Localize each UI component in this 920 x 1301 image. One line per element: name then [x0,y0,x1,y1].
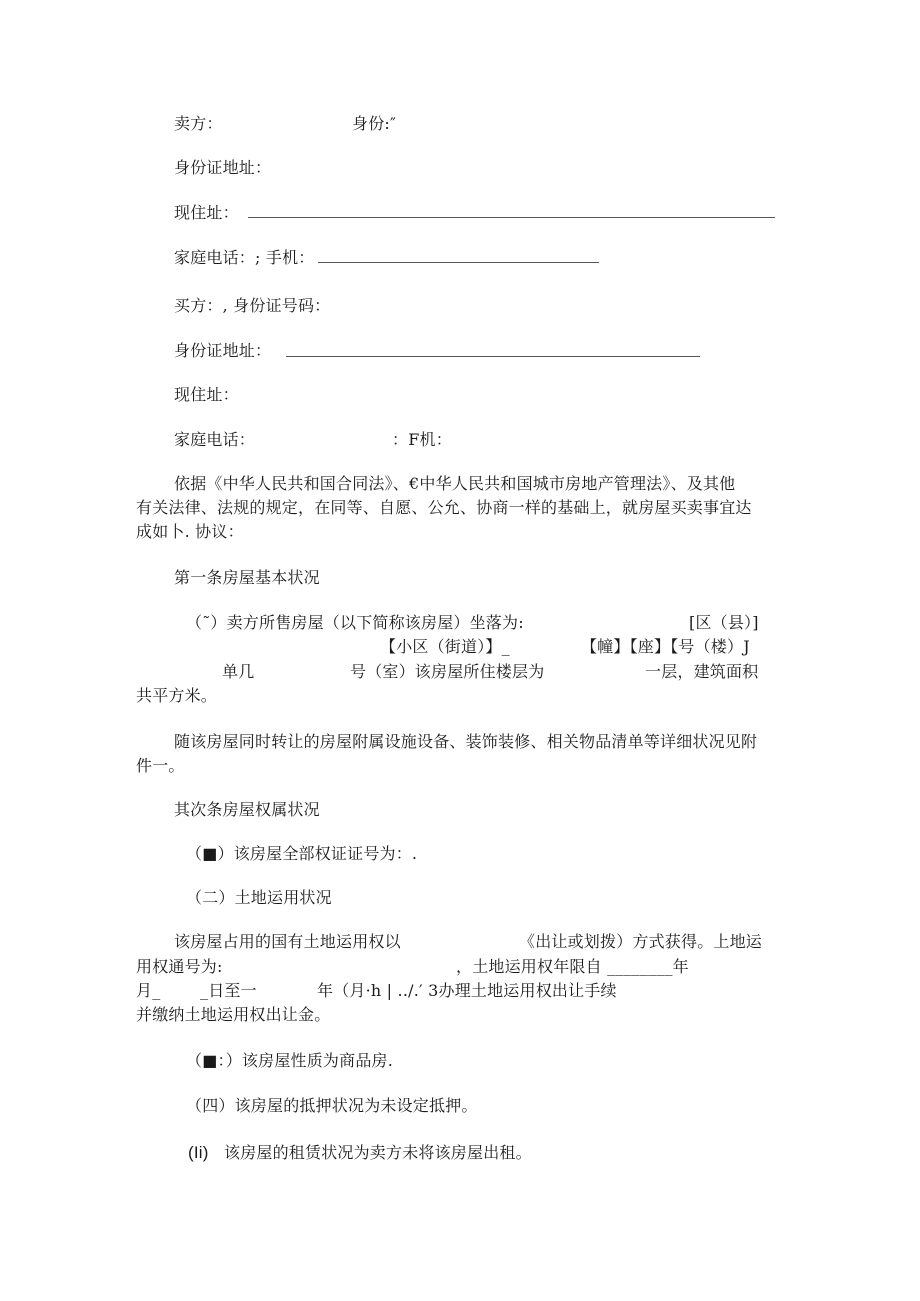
preamble-line-2: 有关法律、法规的规定，在同等、自愿、公允、协商一样的基础上，就房屋买卖事宜达 [136,498,752,517]
seller-phone-label: 家庭电话：; 手机： [174,248,315,267]
article-1-p1-f: 号（室）该房屋所住楼层为 [350,662,545,681]
land-line-2-a: 用权通号为: [136,957,223,976]
land-line-1-a: 该房屋占用的国有土地运用权以 [174,932,401,951]
article-1-p2-line-1: 随该房屋同时转让的房屋附属设施设备、装饰装修、相关物品清单等详细状况见附 [174,732,758,751]
buyer-current-address-label: 现住址： [174,385,239,404]
article-1-p1-a: （˜）卖方所售房屋（以下简称该房屋）坐落为: [186,613,524,632]
seller-mobile-field[interactable] [318,262,599,263]
article-2-item-3: （■：）该房屋性质为商品房. [186,1051,394,1070]
land-line-4: 并缴纳土地运用权出让金。 [136,1005,331,1024]
seller-id-address-label: 身份证地址： [174,158,272,177]
article-2-item-4: （四）该房屋的抵押状况为未设定抵押。 [186,1096,478,1115]
article-2-item-1: （■）该房屋全部权证证号为：. [186,844,418,863]
article-2-item-2: （二）土地运用状况 [186,888,332,907]
buyer-label: 买方：, 身份证号码： [174,296,331,315]
article-1-p1-b: [区（县）] [689,613,759,632]
buyer-id-address-label: 身份证地址： [174,341,272,360]
article-1-p1-e: 单几 [222,662,255,681]
seller-current-address-field[interactable] [248,217,775,218]
seller-label: 卖方： [174,114,223,133]
land-line-3-c: 年（月·h | ../.′ 3办理土地运用权出让手续 [317,981,617,1000]
article-1-p1-c: 【小区（街道）】_ [380,637,510,656]
article-2-item-5-mark: (Ii) [188,1143,209,1162]
article-1-p2-line-2: 件一。 [136,756,185,775]
article-1-p1-h: 共平方米。 [136,686,218,705]
preamble-line-3: 成如卜. 协议： [136,522,244,541]
buyer-id-address-field[interactable] [286,356,700,357]
article-1-p1-g: 一层，建筑面积 [645,662,759,681]
article-2-title: 其次条房屋权属状况 [174,800,320,819]
article-1-title: 第一条房屋基本状况 [174,568,320,587]
land-line-1-b: 《出让或划拨）方式获得。上地运 [519,932,763,951]
land-line-2-b: ，土地运用权年限自 ________年 [456,957,689,976]
article-2-item-5-text: 该房屋的租赁状况为卖方未将该房屋出租。 [224,1143,532,1162]
seller-current-address-label: 现住址： [174,203,239,222]
article-1-p1-d: 【幢】【座】【号（楼）J [581,637,750,656]
preamble-line-1: 依据《中华人民共和国合同法》、€中华人民共和国城市房地产管理法》、及其他 [174,474,736,493]
land-line-3-b: _日至一 [200,981,257,1000]
seller-id-label: 身份:″ [352,114,397,133]
buyer-mobile-label: ：F机： [392,430,452,449]
land-line-3-a: 月_ [136,981,161,1000]
buyer-phone-label: 家庭电话： [174,430,256,449]
